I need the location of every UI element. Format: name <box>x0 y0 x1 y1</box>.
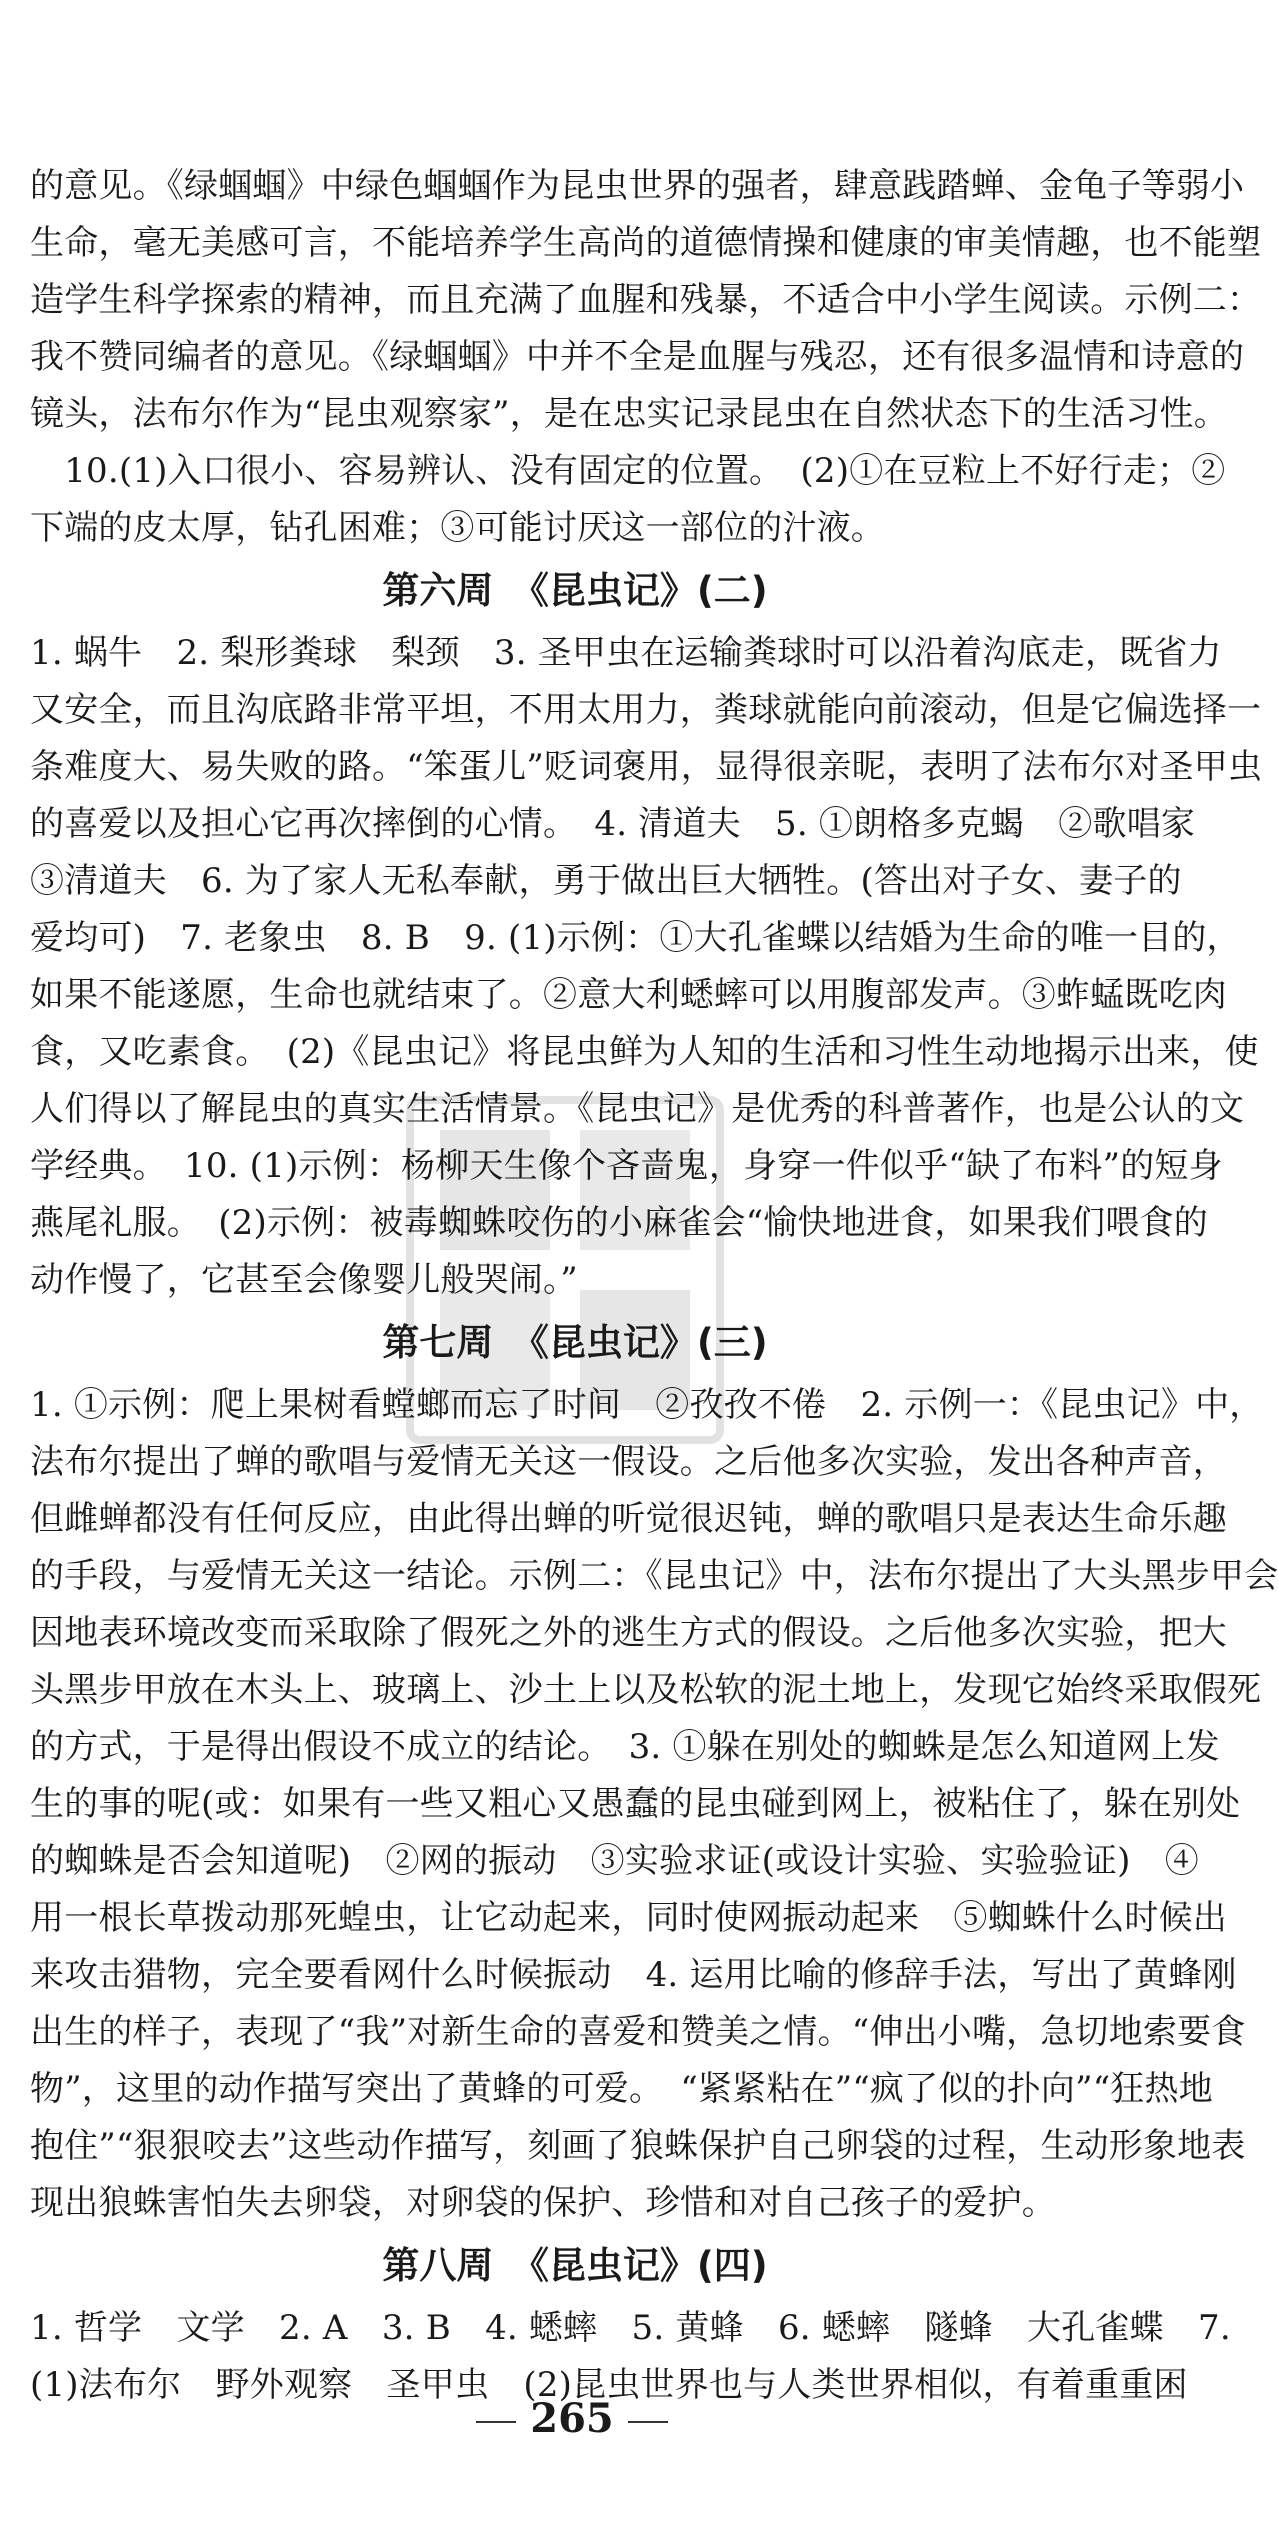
text-line: 人们得以了解昆虫的真实生活情景。《昆虫记》是优秀的科普著作，也是公认的文 <box>30 1089 1245 1129</box>
text-line: 现出狼蛛害怕失去卵袋，对卵袋的保护、珍惜和对自己孩子的爱护。 <box>30 2183 1056 2223</box>
page-number-dash-left <box>476 2421 516 2423</box>
text-line: 的方式，于是得出假设不成立的结论。 3. ①躲在别处的蜘蛛是怎么知道网上发 <box>30 1727 1220 1767</box>
text-line: 来攻击猎物，完全要看网什么时候振动 4. 运用比喻的修辞手法，写出了黄蜂刚 <box>30 1955 1237 1995</box>
text-line: 爱均可) 7. 老象虫 8. B 9. (1)示例：①大孔雀蝶以结婚为生命的唯一目的， <box>30 918 1241 958</box>
section-heading-week8: 第八周 《昆虫记》(四) <box>382 2244 768 2287</box>
text-line: 下端的皮太厚，钻孔困难；③可能讨厌这一部位的汁液。 <box>30 508 885 548</box>
text-line: 抱住”“狠狠咬去”这些动作描写，刻画了狼蛛保护自己卵袋的过程，生动形象地表 <box>30 2126 1246 2166</box>
text-line: 因地表环境改变而采取除了假死之外的逃生方式的假设。之后他多次实验，把大 <box>30 1613 1227 1653</box>
answer-text <box>30 158 1278 2414</box>
text-line: 动作慢了，它甚至会像婴儿般哭闹。” <box>30 1260 578 1300</box>
text-line: 造学生科学探索的精神，而且充满了血腥和残暴，不适合中小学生阅读。示例二： <box>30 280 1262 320</box>
text-line: 镜头，法布尔作为“昆虫观察家”，是在忠实记录昆虫在自然状态下的生活习性。 <box>30 394 1228 434</box>
text-line: 我不赞同编者的意见。《绿蝈蝈》中并不全是血腥与残忍，还有很多温情和诗意的 <box>30 337 1245 377</box>
text-line: 10.(1)入口很小、容易辨认、没有固定的位置。 (2)①在豆粒上不好行走；② <box>30 451 1226 491</box>
page-number-dash-right <box>628 2421 668 2423</box>
paragraph-block-c <box>30 1377 1278 2232</box>
text-line: (1)法布尔 野外观察 圣甲虫 (2)昆虫世界也与人类世界相似，有着重重困 <box>30 2365 1188 2405</box>
text-line: 头黑步甲放在木头上、玻璃上、沙土上以及松软的泥土地上，发现它始终采取假死 <box>30 1670 1262 1710</box>
text-line: 又安全，而且沟底路非常平坦，不用太用力，粪球就能向前滚动，但是它偏选择一 <box>30 690 1262 730</box>
text-line: 用一根长草拨动那死蝗虫，让它动起来，同时使网振动起来 ⑤蜘蛛什么时候出 <box>30 1898 1227 1938</box>
page-number <box>0 2395 1144 2442</box>
text-line: 如果不能遂愿，生命也就结束了。②意大利蟋蟀可以用腹部发声。③蚱蜢既吃肉 <box>30 975 1227 1015</box>
paragraph-block-b <box>30 625 1263 1309</box>
text-line: 生命，毫无美感可言，不能培养学生高尚的道德情操和健康的审美情趣，也不能塑 <box>30 223 1262 263</box>
text-line: 的蜘蛛是否会知道呢) ②网的振动 ③实验求证(或设计实验、实验验证) ④ <box>30 1841 1199 1881</box>
text-line: 1. 蜗牛 2. 梨形粪球 梨颈 3. 圣甲虫在运输粪球时可以沿着沟底走，既省力 <box>30 633 1222 673</box>
text-line: 学经典。 10. (1)示例：杨柳天生像个吝啬鬼，身穿一件似乎“缺了布料”的短身 <box>30 1146 1223 1186</box>
text-line: 条难度大、易失败的路。“笨蛋儿”贬词褒用，显得很亲昵，表明了法布尔对圣甲虫 <box>30 747 1263 787</box>
paragraph-block-a <box>30 158 1262 557</box>
text-line: 生的事的呢(或：如果有一些又粗心又愚蠢的昆虫碰到网上，被粘住了，躲在别处 <box>30 1784 1241 1824</box>
section-heading-week6: 第六周 《昆虫记》(二) <box>382 569 768 612</box>
page-number-value: 265 <box>530 2395 614 2442</box>
text-line: 的手段，与爱情无关这一结论。示例二：《昆虫记》中，法布尔提出了大头黑步甲会 <box>30 1556 1278 1596</box>
text-line: 1. ①示例：爬上果树看螳螂而忘了时间 ②孜孜不倦 2. 示例一：《昆虫记》中， <box>30 1385 1264 1425</box>
text-line: 燕尾礼服。 (2)示例：被毒蜘蛛咬伤的小麻雀会“愉快地进食，如果我们喂食的 <box>30 1203 1208 1243</box>
text-line: 的意见。《绿蝈蝈》中绿色蝈蝈作为昆虫世界的强者，肆意践踏蝉、金龟子等弱小 <box>30 166 1245 206</box>
text-line: 食，又吃素食。 (2)《昆虫记》将昆虫鲜为人知的生活和习性生动地揭示出来，使 <box>30 1032 1259 1072</box>
section-heading-week7: 第七周 《昆虫记》(三) <box>382 1321 768 1364</box>
text-line: ③清道夫 6. 为了家人无私奉献，勇于做出巨大牺牲。(答出对子女、妻子的 <box>30 861 1182 901</box>
text-line: 的喜爱以及担心它再次摔倒的心情。 4. 清道夫 5. ①朗格多克蝎 ②歌唱家 <box>30 804 1196 844</box>
text-line: 物”，这里的动作描写突出了黄蜂的可爱。 “紧紧粘在”“疯了似的扑向”“狂热地 <box>30 2069 1213 2109</box>
text-line: 法布尔提出了蝉的歌唱与爱情无关这一假设。之后他多次实验，发出各种声音， <box>30 1442 1227 1482</box>
text-line: 但雌蝉都没有任何反应，由此得出蝉的听觉很迟钝，蝉的歌唱只是表达生命乐趣 <box>30 1499 1227 1539</box>
text-line: 1. 哲学 文学 2. A 3. B 4. 蟋蟀 5. 黄蜂 6. 蟋蟀 隧蜂 大孔雀蝶 7. <box>30 2308 1231 2348</box>
text-line: 出生的样子，表现了“我”对新生命的喜爱和赞美之情。“伸出小嘴，急切地索要食 <box>30 2012 1246 2052</box>
